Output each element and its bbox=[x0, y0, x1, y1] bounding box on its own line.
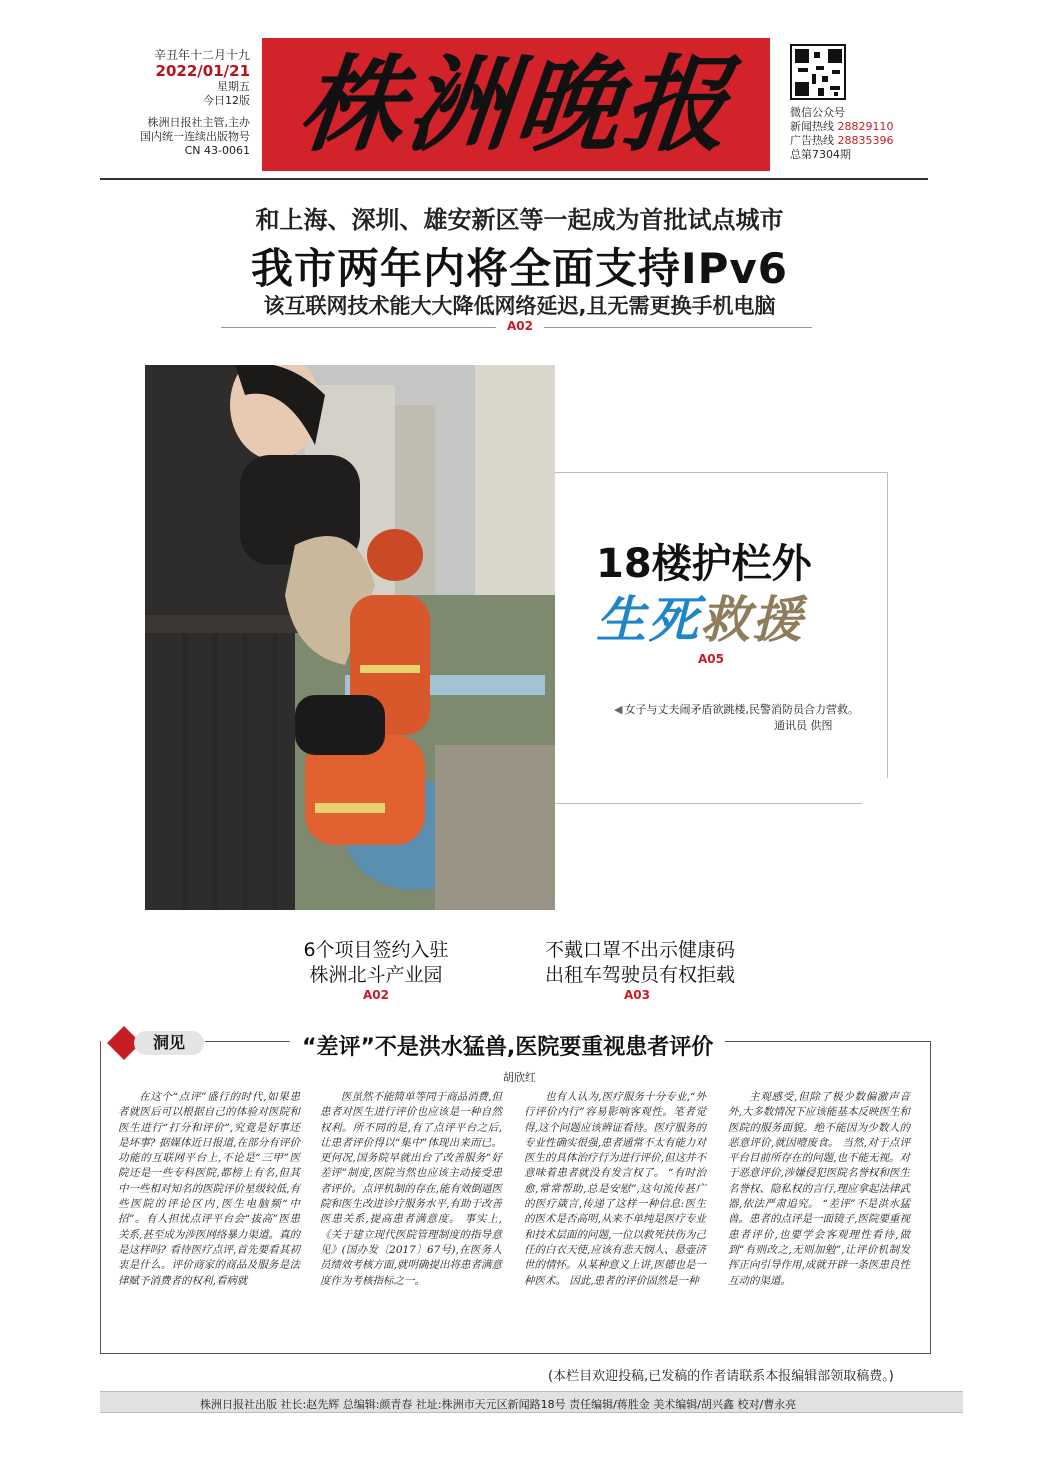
column-tag-label: 洞见 bbox=[134, 1031, 204, 1055]
ad-hotline: 广告热线 28835396 bbox=[790, 134, 894, 147]
footer-credits: 株洲日报社出版 社长:赵先辉 总编辑:颜青春 社址:株洲市天元区新闻路18号 责任编辑/蒋胜金 美术编辑/胡兴鑫 校对/曹永亮 bbox=[200, 1398, 797, 1411]
teaser-line-2: 株洲北斗产业园 bbox=[309, 964, 443, 986]
column-title: “差评”不是洪水猛兽,医院要重视患者评价 bbox=[290, 1030, 725, 1061]
teaser-beidou[interactable] bbox=[266, 938, 486, 1002]
photo-credit: 通讯员 供图 bbox=[774, 719, 833, 732]
lead-kicker: 和上海、深圳、雄安新区等一起成为首批试点城市 bbox=[255, 206, 784, 234]
teaser-page-ref: A03 bbox=[624, 988, 650, 1002]
qr-code-icon bbox=[790, 44, 846, 100]
caption-pointer-icon: ◀ bbox=[614, 703, 623, 716]
feature-page-ref: A05 bbox=[698, 652, 724, 666]
issue-date: 2022/01/21 bbox=[155, 62, 250, 80]
masthead-info-left bbox=[112, 48, 250, 158]
teaser-line-1: 不戴口罩不出示健康码 bbox=[544, 939, 735, 961]
photo-caption bbox=[614, 702, 864, 732]
lunar-date: 辛丑年十二月十九 bbox=[153, 48, 250, 62]
masthead-info-right bbox=[790, 106, 930, 162]
lead-subhead: 该互联网技术能大大降低网络延迟,且无需更换手机电脑 bbox=[263, 294, 776, 318]
column-text-col-2: 医虽然不能简单等同于商品消费,但患者对医生进行评价也应该是一种自然权利。所不同的是,有了点评平台之后,让患者评价得以“集中”体现出来而已。 更何况,国务院早就出台了改善服务“好差评”制度,医院当然也应该主动接受患者评价。点评机制的存在,能有效倒逼医院和医生改进诊疗服务水平,有助于改善医患关系,提高患者满意度。 事实上,《关于建立现代医院管理制度的指导意见》(国办发〔2017〕67号),在医务人员绩效考核方面,就明确提出将患者满意度作为考核指标之一。 bbox=[320, 1091, 502, 1287]
issue-number: 总第7304期 bbox=[790, 148, 851, 161]
feature-subtitle: 生死救援 bbox=[596, 591, 804, 649]
submission-note: (本栏目欢迎投稿,已发稿的作者请联系本报编辑部领取稿费。) bbox=[548, 1369, 894, 1384]
lead-page-ref: A02 bbox=[496, 319, 544, 333]
wechat-label: 微信公众号 bbox=[790, 106, 845, 119]
caption-text: 女子与丈夫闹矛盾欲跳楼,民警消防员合力营救。 bbox=[624, 703, 859, 716]
teaser-line-1: 6个项目签约入驻 bbox=[303, 939, 449, 961]
news-hotline: 新闻热线 28829110 bbox=[790, 120, 894, 133]
column-text-col-1: 在这个“点评”盛行的时代,如果患者就医后可以根据自己的体验对医院和医生进行“打分和评价”,究竟是好事还是坏事? 据媒体近日报道,在部分有评价功能的互联网平台上,不论是“三甲”医院还是一些专科医院,都榜上有名,但其中一些相对知名的医院评价星级较低,有些医院的评论区内,医生电脑频“中招”。有人担忧点评平台会“拔高”医患关系,甚至成为涉医网络暴力渠道。真的是这样吗? 看待医疗点评,首先要看其初衷是什么。评价商家的商品及服务是法律赋予消费者的权利,看病就 bbox=[118, 1091, 300, 1287]
masthead-divider bbox=[100, 178, 928, 180]
rescue-photo bbox=[145, 365, 555, 910]
column-text-col-4: 主观感受,但除了极少数偏激声音外,大多数情况下应该能基本反映医生和医院的服务面貌。绝不能因为少数人的恶意评价,就因噎废食。 当然,对于点评平台目前所存在的问题,也不能无视。对于恶意评价,涉嫌侵犯医院名誉权和医生名誉权、隐私权的言行,理应拿起法律武器,依法严肃追究。 “差评”不是洪水猛兽。患者的点评是一面镜子,医院要重视患者评价,也要学会客观理性看待,做到“有则改之,无则加勉”,让评价机制发挥正向引导作用,成就开辟一条医患良性互动的渠道。 bbox=[728, 1091, 910, 1287]
weekday: 星期五 bbox=[217, 80, 250, 93]
cn-number: CN 43-0061 bbox=[184, 144, 250, 157]
column-tag bbox=[112, 1028, 208, 1058]
lead-headline: 我市两年内将全面支持IPv6 bbox=[250, 244, 788, 293]
page-count: 今日12版 bbox=[203, 94, 250, 107]
column-author: 胡欣红 bbox=[503, 1071, 536, 1084]
column-text-col-3: 也有人认为,医疗服务十分专业,“外行评价内行”容易影响客观性。笔者觉得,这个问题应该辨证看待。医疗服务的专业性确实很强,患者通常不太有能力对医生的具体治疗行为进行评价,但这并不意味着患者就没有发言权了。 “有时治愈,常常帮助,总是安慰”,这句流传甚广的医疗箴言,传递了这样一种信息:医生的医术是否高明,从来不单纯是医疗专业和技术层面的问题,一位以救死扶伤为己任的白衣天使,应该有悲天悯人、悬壶济世的情怀。从某种意义上讲,医德也是一种医术。 因此,患者的评价固然是一种 bbox=[524, 1091, 706, 1287]
newspaper-logo bbox=[262, 38, 770, 171]
teaser-page-ref: A02 bbox=[363, 988, 389, 1002]
publisher-line-2: 国内统一连续出版物号 bbox=[140, 130, 250, 143]
logo-text: 株洲晚报 bbox=[293, 42, 739, 166]
rescue-photo-illustration bbox=[145, 365, 555, 910]
feature-title: 18楼护栏外 bbox=[596, 541, 812, 587]
publisher-line-1: 株洲日报社主管,主办 bbox=[147, 116, 250, 129]
teaser-taxi[interactable] bbox=[520, 938, 760, 1002]
teaser-line-2: 出租车驾驶员有权拒载 bbox=[544, 964, 735, 986]
